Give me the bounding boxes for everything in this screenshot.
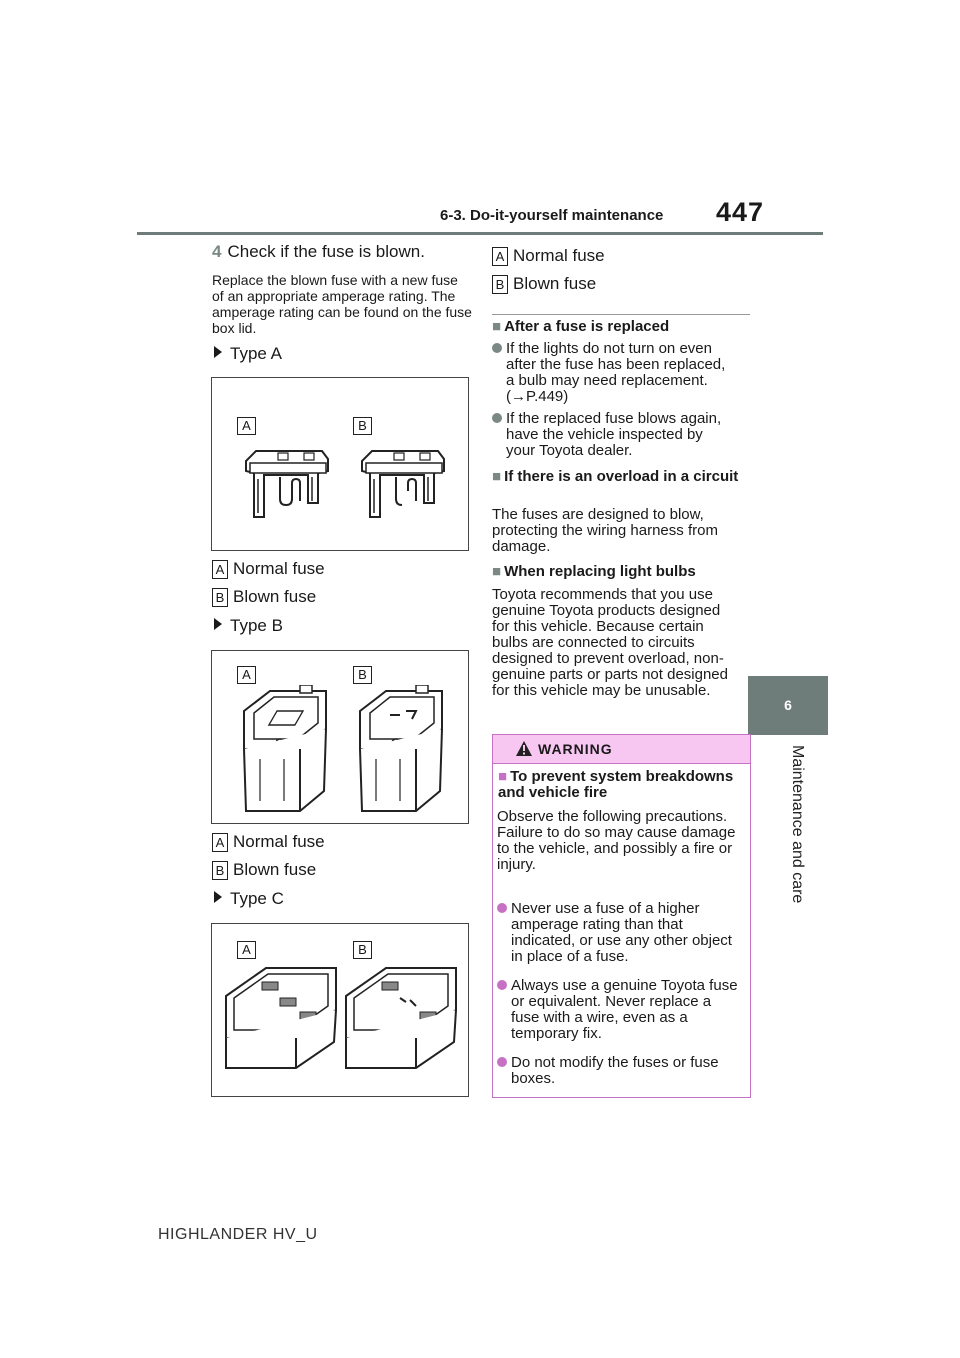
type-c-figure [211,923,469,1097]
bulbs-text: Toyota recommends that you use genuine Toyota products designed for this vehicle. Because certain bulbs are connected to circuits designed to prevent overload, non-genuine parts or parts not designed for this vehicle may be unusable. [492,586,728,699]
fig-label-a: A [237,941,256,959]
page-number: 447 [716,197,765,227]
list-item: Always use a genuine Toyota fuse or equivalent. Never replace a fuse with a wire, even as a temporary fix. [497,978,747,1042]
blown-blade-fuse-icon [358,443,448,525]
square-bullet-icon: ■ [492,468,502,485]
chapter-tab-number: 6 [748,676,828,735]
fig-label-a: A [237,417,256,435]
list-item: Never use a fuse of a higher amperage rating than that indicated, or use any other object in place of a fuse. [497,901,747,965]
normal-maxi-fuse-icon [222,962,340,1072]
intro-text: Replace the blown fuse with a new fuse of an appropriate amperage rating. The amperage rating can be found on the fuse box lid. [212,272,472,336]
fig-label-a: A [237,666,256,684]
square-bullet-icon: ■ [492,563,502,580]
type-c-title: Type C [230,889,284,908]
type-b-title: Type B [230,616,283,635]
warning-header-divider [493,763,750,764]
list-item: If the replaced fuse blows again, have the vehicle inspected by your Toyota dealer. [492,411,750,459]
dot-bullet-icon [492,413,502,423]
triangle-bullet-icon [214,346,222,358]
type-c-heading [214,889,284,909]
triangle-bullet-icon [214,891,222,903]
step-number: 4 [212,242,222,261]
triangle-bullet-icon [214,618,222,630]
section-divider [492,314,750,315]
step-text: Check if the fuse is blown. [227,242,425,261]
dot-bullet-icon [492,343,502,353]
warning-heading: ■ To prevent system breakdowns and vehicle fire [498,768,734,801]
bulbs-heading: ■ When replacing light bulbs [492,563,696,580]
square-bullet-icon: ■ [492,318,502,335]
dot-bullet-icon [497,980,507,990]
warning-box [492,734,751,1098]
dot-bullet-icon [497,903,507,913]
step-4 [212,242,425,262]
warning-intro: Observe the following precautions. Failure to do so may cause damage to the vehicle, and possibly a fire or injury. [497,808,736,873]
type-b-caption-a: A Normal fuse [212,832,325,852]
after-replaced-heading: ■ After a fuse is replaced [492,318,670,335]
warning-triangle-icon [515,740,533,757]
warning-header [493,735,750,763]
square-bullet-icon: ■ [498,768,508,785]
overload-text: The fuses are designed to blow, protecting the wiring harness from damage. [492,506,718,555]
dot-bullet-icon [497,1057,507,1067]
chapter-tab-label: Maintenance and care [789,745,806,904]
list-item: Do not modify the fuses or fuse boxes. [497,1055,747,1087]
type-b-caption-b: B Blown fuse [212,860,316,880]
type-b-heading [214,616,283,636]
blown-maxi-fuse-icon [342,962,460,1072]
type-c-caption-a: A Normal fuse [492,246,605,266]
type-a-heading [214,344,282,364]
type-a-caption-a: A Normal fuse [212,559,325,579]
footer-model: HIGHLANDER HV_U [158,1226,318,1243]
blown-cartridge-fuse-icon [356,685,446,817]
normal-cartridge-fuse-icon [240,685,330,817]
type-a-figure [211,377,469,551]
overload-heading: ■ If there is an overload in a circuit [492,468,739,485]
header-rule [137,232,823,235]
type-b-figure [211,650,469,824]
warning-label: WARNING [538,741,613,757]
type-c-caption-b: B Blown fuse [492,274,596,294]
list-item: If the lights do not turn on even after the fuse has been replaced, a bulb may need replacement. (→P.449) [492,341,750,405]
type-a-caption-b: B Blown fuse [212,587,316,607]
fig-label-b: B [353,666,372,684]
section-title: 6-3. Do-it-yourself maintenance [440,207,664,224]
type-a-title: Type A [230,344,282,363]
normal-blade-fuse-icon [242,443,332,525]
fig-label-b: B [353,941,372,959]
fig-label-b: B [353,417,372,435]
